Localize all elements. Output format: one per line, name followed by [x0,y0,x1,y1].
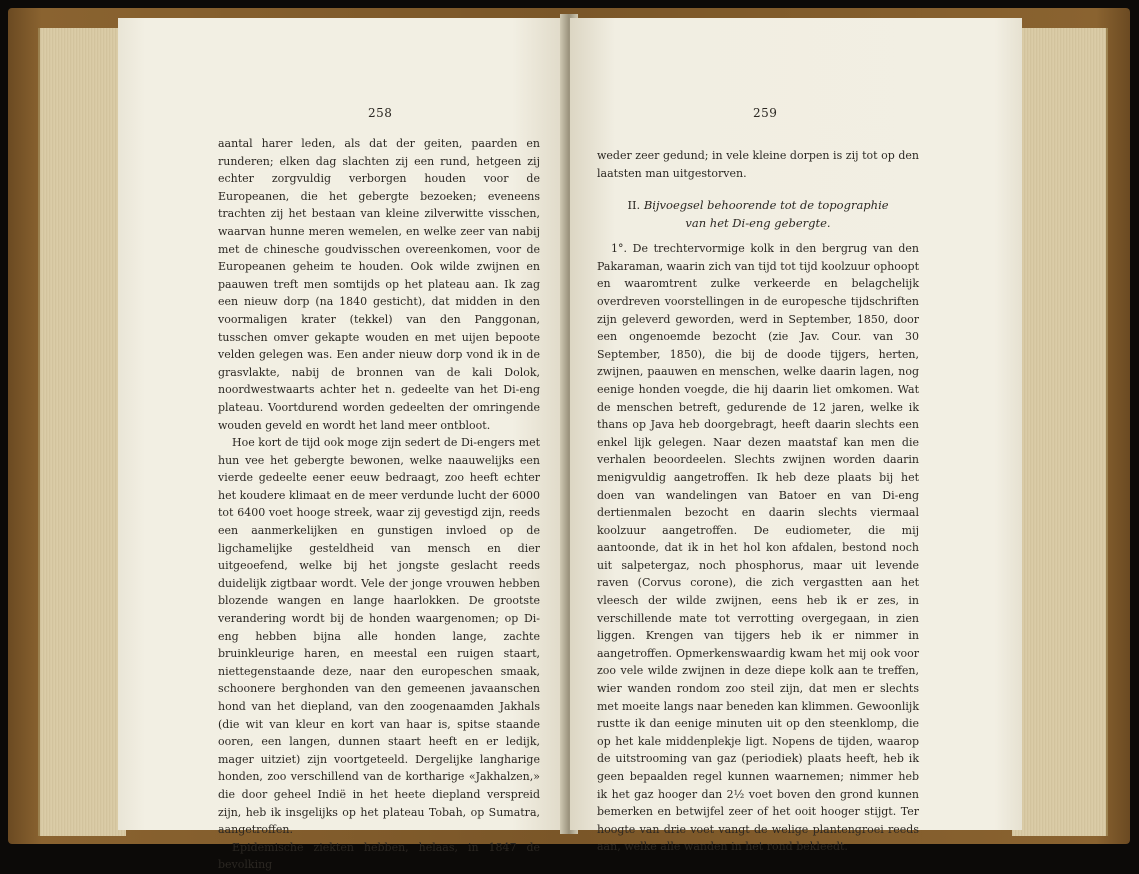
left-page-text [218,135,540,874]
section-heading [597,196,919,232]
page-number-left: 258 [368,106,393,120]
right-page-text [597,147,919,856]
right-page [570,18,1022,854]
paragraph: aantal harer leden, als dat der geiten, paarden en runderen; elken dag slachten zij een rund, hetgeen zij echter zorgvuldig verborgen houden voor de Europeanen, die het gebergte bezoeken; eveneens trachten zij het bestaan van kleine zilverwitte visschen, waarvan hunne meren wemelen, en welke zeer van nabij met de chinesche goudvisschen overeenkomen, voor de Europeanen geheim te houden. Ook wilde zwijnen en paauwen treft men somtijds op het plateau aan. Ik zag een nieuw dorp (na 1840 gesticht), dat midden in den voormaligen krater (tekkel) van den Panggonan, tusschen omver gekapte wouden en met uijen bepoote velden gelegen was. Een ander nieuw dorp vond ik in de grasvlakte, nabij de bronnen van de kali Dolok, noordwestwaarts achter het n. gedeelte van het Di-eng plateau. Voortdurend worden gedeelten der omringende wouden geveld en wordt het land meer ontbloot. [218,137,540,432]
section-title-line1: Bijvoegsel behoorende tot de topographie [643,198,889,213]
paragraph: 1°. De trechtervormige kolk in den bergrug van den Pakaraman, waarin zich van tijd tot tijd koolzuur ophoopt en waaromtrent zulke verkeerde en belagchelijk overdreven voorstellingen in de europesche tijdschriften zijn geleverd geworden, werd in September, 1850, door een ongenoemde bezocht (zie Jav. Cour. van 30 September, 1850), die bij de doode tijgers, herten, zwijnen, paauwen en menschen, welke daarin lagen, nog eenige honden voegde, die hij daarin liet omkomen. Wat de menschen betreft, gedurende de 12 jaren, welke ik thans op Java heb doorgebragt, heeft daarin slechts een enkel lijk gelegen. Naar dezen maatstaf kan men die verhalen beoordeelen. Slechts zwijnen worden daarin menigvuldig aangetroffen. Ik heb deze plaats bij het doen van wandelingen van Batoer en van Di-eng dertienmalen bezocht en daarin slechts viermaal koolzuur aangetroffen. De eudiometer, die mij aantoonde, dat ik in het hol kon afdalen, bestond noch uit salpetergaz, noch phosphorus, maar uit levende raven (Corvus corone), die zich vergastten aan het vleesch der wilde zwijnen, eens heb ik er zes, in verschillende mate tot verrotting overgegaan, in zien liggen. Krengen van tijgers heb ik er nimmer in aangetroffen. Opmerkenswaardig kwam het mij ook voor zoo vele wilde zwijnen in deze diepe kolk aan te treffen, wier wanden rondom zoo steil zijn, dat men er slechts met moeite langs naar beneden kan klimmen. Gewoonlijk rustte ik dan eenige minuten uit op den steenklomp, die op het kale middenplekje ligt. Nopens de tijden, waarop de uitstrooming van gaz (periodiek) plaats heeft, heb ik geen bepaalden regel kunnen waarnemen; nimmer heb ik het gaz hooger dan 2½ voet boven den grond kunnen bemerken en betwijfel zeer of het ooit hooger stijgt. Ter hoogte van drie voet vangt de welige plantengroei reeds aan, welke alle wanden in het rond bekleedt. [597,242,919,854]
paragraph: weder zeer gedund; in vele kleine dorpen is zij tot op den laatsten man uitgestorven. [597,149,919,180]
page-edges-right [1012,28,1108,836]
paragraph: Epidemische ziekten hebben, helaas, in 1847 de bevolking [218,840,540,872]
left-page [118,18,566,872]
section-number: II. [627,198,644,213]
section-title-line2: van het Di-eng gebergte. [685,216,831,231]
page-number-right: 259 [753,106,778,120]
page-edges-left [38,28,126,836]
paragraph: Hoe kort de tijd ook moge zijn sedert de Di-engers met hun vee het gebergte bewonen, welke naauwelijks een vierde gedeelte eener eeuw bedraagt, zoo heeft echter het koudere klimaat en de meer verdunde lucht der 6000 tot 6400 voet hooge streek, waar zij gevestigd zijn, reeds een aanmerkelijken en gunstigen invloed op de ligchamelijke gesteldheid van mensch en dier uitgeoefend, welke bij het jongste geslacht reeds duidelijk zigtbaar wordt. Vele der jonge vrouwen hebben blozende wangen en lange haarlokken. De grootste verandering wordt bij de honden waargenomen; op Di-eng hebben bijna alle honden lange, zachte bruinkleurige haren, en meestal een ruigen staart, niettegenstaande deze, naar den europeschen smaak, schoonere berghonden van den gemeenen javaanschen hond van het diepland, van den zoogenaamden Jakhals (die wit van kleur en kort van haar is, spitse staande ooren, een langen, dunnen staart heeft en er ledijk, mager uitziet) zijn voortgeteeld. Dergelijke langharige honden, zoo verschillend van de kortharige «Jakhalzen,» die door geheel Indië in het heete diepland verspreid zijn, heb ik insgelijks op het plateau Tobah, op Sumatra, aangetroffen. [218,436,540,837]
